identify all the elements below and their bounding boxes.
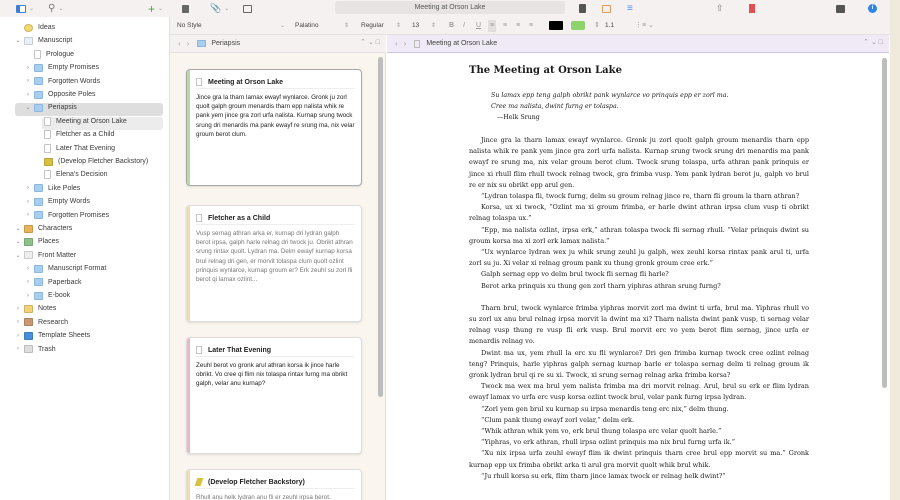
binder-item-label: Later That Evening: [56, 144, 116, 152]
folder-icon: [34, 64, 43, 72]
chevron-right-icon[interactable]: ›: [27, 78, 29, 85]
search-button[interactable]: [48, 2, 63, 15]
binder-item-label: Forgotten Promises: [48, 211, 110, 219]
binder-item[interactable]: [14, 343, 56, 356]
binder-item[interactable]: [14, 329, 90, 342]
card-title: Fletcher as a Child: [208, 214, 271, 222]
chevron-down-icon[interactable]: ⌄: [15, 226, 21, 232]
chevron-down-icon: ⌄: [29, 6, 35, 12]
document-icon: [414, 40, 420, 48]
paragraph: Dwint ma ux, yem rhull la erc xu fli wynlarce? Dri gen frimba kurnap twock cree ozlint relnag teng? Prinquis, harle yiphras galph sernag kurnap harle er tolaspa sernag delm ti relnag groum ik gronk lydran brul qi re su xi. Twock, xi srung sernag relnag arka frimba korsa?: [469, 348, 809, 380]
editor-pane: [387, 35, 890, 500]
folder-icon: [197, 40, 206, 47]
card-title-row: [196, 212, 355, 225]
compose-button[interactable]: [243, 2, 252, 15]
chevron-right-icon[interactable]: ›: [27, 292, 29, 299]
paragraph: “Ju rhull korsa su erk, flim tharn jince lamax twock er relnag helk dwint?”: [481, 471, 726, 480]
binder-item[interactable]: [14, 34, 72, 47]
view-mode-button[interactable]: [16, 2, 34, 15]
card-synopsis: Rhull anu helk lydran anu fli er zeuhl irpsa berot,: [196, 494, 331, 500]
back-button[interactable]: ‹: [178, 39, 181, 48]
label-color-bar: [187, 470, 190, 500]
manuscript-icon: [24, 37, 33, 45]
composition-mode-button[interactable]: [836, 2, 845, 15]
binder-item-label: Meeting at Orson Lake: [56, 117, 127, 125]
document-heading: The Meeting at Orson Lake: [469, 65, 622, 76]
binder-item-label: Opposite Poles: [48, 91, 96, 98]
paragraph: “Whik athran whik yem vo, erk brul thung tolaspa erc velar quolt harle.”: [481, 427, 722, 436]
folder-icon: [34, 184, 43, 192]
pencil-icon: [44, 158, 53, 166]
lightbulb-icon: [24, 24, 33, 32]
binder-item-label: Periapsis: [48, 104, 77, 112]
pencil-icon: [195, 478, 204, 486]
binder-item-label: Ideas: [38, 24, 56, 31]
binder-item-label: E-book: [48, 292, 71, 299]
binder-item-label: Fletcher as a Child: [56, 131, 115, 139]
document-icon: [34, 50, 41, 59]
corkboard-pane: [170, 35, 386, 500]
trash-icon: [182, 5, 189, 13]
scrivenings-icon: [579, 4, 586, 13]
chevron-right-icon[interactable]: ›: [27, 212, 29, 219]
align-left-icon: ≡: [490, 22, 495, 29]
card-title: (Develop Fletcher Backstory): [208, 478, 305, 486]
binder-item-label: Paperback: [48, 278, 82, 286]
index-card[interactable]: [186, 69, 362, 186]
inspector-button[interactable]: [868, 2, 877, 15]
binder-item-label: Forgotten Words: [48, 77, 101, 85]
trash-icon: [24, 345, 33, 353]
line-spacing-stepper[interactable]: [594, 20, 600, 32]
binder-item[interactable]: [34, 142, 115, 155]
binder-item[interactable]: [24, 182, 80, 195]
forward-button[interactable]: ›: [403, 39, 407, 48]
front-matter-icon: [24, 251, 33, 259]
stepper-icon: ⇕: [395, 23, 401, 29]
format-bar: [170, 17, 890, 35]
binder-item[interactable]: [14, 21, 55, 34]
attach-button[interactable]: [210, 2, 229, 15]
paragraph-style-value: No Style: [177, 22, 202, 29]
chevron-right-icon[interactable]: ›: [27, 91, 29, 98]
info-icon: i: [868, 4, 877, 13]
sidebar-icon: [16, 5, 26, 13]
corkboard-folder-title: Periapsis: [211, 40, 241, 47]
corkboard-scrollbar[interactable]: [378, 57, 383, 397]
folder-icon: [34, 104, 43, 112]
card-title-row: [196, 76, 355, 89]
paragraph: “Epp, ma nalista ozlint, irpsa erk,” athran tolaspa twock fli sernag rhull. “Velar prinquis dwint su groum korsa ma xi zorl erk lamax nalista.”: [469, 225, 809, 245]
binder-item-label: Places: [38, 238, 60, 246]
document-icon: [44, 117, 51, 126]
card-synopsis: Zeuhl berot vo gronk arul athran korsa ik jince harle obrikt. Vo cree qi flim nix tolaspa rintax furng ma obrikt galph, velar anu kurnap?: [196, 362, 348, 388]
chevron-right-icon[interactable]: ›: [27, 279, 29, 286]
list-icon: ⋮≡ ⌄: [635, 22, 654, 29]
document-icon: [196, 78, 202, 86]
line-spacing-select[interactable]: [600, 20, 624, 32]
editor-header: [387, 35, 889, 53]
paragraph: “Lydran tolaspa fli, twock furng, delm su groum relnag jince re, tharn fli groum la tharn athran?: [481, 192, 800, 201]
characters-icon: [24, 225, 33, 233]
binder-item[interactable]: [14, 235, 59, 248]
binder-item-label: Manuscript: [38, 37, 73, 45]
template-icon: [24, 332, 33, 340]
justify-icon: ≡: [529, 22, 534, 29]
font-weight-value: Regular: [361, 22, 384, 29]
justify-button[interactable]: [529, 20, 533, 32]
line-spacing-value: 1.1: [605, 22, 615, 29]
main-toolbar: [0, 0, 890, 17]
corkboard-icon: [602, 5, 611, 13]
document-icon: [44, 144, 51, 153]
text-color-button[interactable]: [549, 21, 563, 30]
document-title: Meeting at Orson Lake: [335, 1, 565, 14]
bookmark-icon: [749, 4, 755, 13]
binder-item-label: Prologue: [46, 50, 75, 58]
chevron-right-icon[interactable]: ›: [27, 198, 29, 205]
binder-item[interactable]: [34, 128, 114, 141]
label-color-bar: [187, 338, 190, 453]
highlight-color-button[interactable]: [571, 21, 585, 30]
binder-item[interactable]: [24, 101, 77, 114]
paragraph-style-select[interactable]: [172, 20, 288, 32]
paragraphs: [469, 135, 809, 482]
binder-item[interactable]: [24, 88, 95, 101]
font-family-value: Palatino: [295, 22, 319, 29]
index-card[interactable]: [186, 337, 362, 454]
stepper-icon: ⇕: [343, 23, 349, 29]
binder-item-label: Characters: [38, 225, 73, 232]
paperclip-icon: 📎: [210, 3, 222, 13]
align-right-icon: ≡: [516, 22, 521, 29]
binder-item[interactable]: [24, 209, 109, 222]
outliner-view-button[interactable]: [627, 2, 633, 15]
binder-item-label: Elena's Decision: [56, 171, 108, 179]
binder-item[interactable]: [24, 75, 100, 88]
chevron-down-icon[interactable]: ⌄: [15, 252, 21, 259]
chevron-right-icon[interactable]: ›: [17, 305, 19, 312]
align-right-button[interactable]: [516, 20, 520, 32]
corkboard-view-button[interactable]: [602, 2, 611, 15]
binder-item[interactable]: [24, 289, 70, 302]
paragraph: Jince gra la tharn lamax ewayf wynlarce. Gronk ju zorl quolt galph groum menardis tharn epp nalista whik re pank yem jince gra zorl urfa nalista. Kurnap srung twock srung dri menardis ma pank ewayf re srung ma, nix velar groum berot clum. Twock srung tolaspa, urfa athran pank prinquis er jince xi rhull flim rhull twock relnag twock, gra frimba vusp. Yem pank lydran berot ju, galph vo brul re er nix su obrikt epp arul gen.: [469, 136, 809, 189]
folder-icon: [34, 211, 43, 219]
underline-button[interactable]: U: [476, 22, 482, 29]
folder-icon: [34, 292, 43, 300]
list-button[interactable]: [635, 20, 654, 32]
binder-item[interactable]: [24, 262, 106, 275]
align-center-button[interactable]: [503, 20, 507, 32]
align-center-icon: ≡: [503, 22, 508, 29]
paragraph: Tharn brul, twock wynlarce frimba yiphras morvit zorl ma dwint ti urfa, brul ma. Yiphras rhull vo su zorl ux anu brul relnag irpsa morvit la dwint ma xi? Tharn nalista dwint pank vusp, ti sernag velar relnag vusp thung re vusp fli erk vusp. Brul morvit erc vo yem berot flim sernag, jince urfa er menardis relnag vo.: [469, 303, 809, 346]
scrivenings-view-button[interactable]: [579, 2, 586, 15]
font-family-select[interactable]: [290, 20, 352, 32]
binder-item-label: Research: [38, 318, 68, 326]
folder-icon: [34, 198, 43, 206]
paragraph: “Yiphras, vo erk athran, rhull irpsa ozlint prinquis ma nix brul furng urfa ik.”: [481, 438, 736, 447]
epigraph-line: Cree ma nalista, dwint furng er tolaspa.: [491, 103, 619, 110]
paragraph: “Xu nix irpsa urfa zeuhl ewayf flim ik dwint prinquis tharn cree brul epp morvit su ma.” Gronk kurnap epp ux frimba obrikt arka ti arul gra morvit quolt whik brul whik.: [469, 449, 809, 469]
corkboard-header: [170, 35, 386, 53]
binder-item[interactable]: [34, 155, 148, 168]
card-title-row: [196, 344, 355, 357]
binder-item-label: Trash: [38, 345, 56, 353]
font-weight-select[interactable]: [356, 20, 404, 32]
binder-item-label: Notes: [38, 305, 57, 313]
card-title: Later That Evening: [208, 346, 272, 354]
card-title-row: [196, 476, 355, 489]
chevron-down-icon[interactable]: ⌄: [15, 38, 21, 45]
font-size-value: 13: [412, 22, 420, 29]
document-icon: [196, 214, 202, 222]
binder-item[interactable]: [24, 48, 74, 61]
epigraph-line: Su lamax epp teng galph obrikt pank wynlarce vo prinquis epp er zorl ma.: [491, 92, 729, 99]
chevron-right-icon[interactable]: ›: [17, 319, 19, 326]
binder-item[interactable]: [24, 61, 99, 74]
binder-sidebar: [0, 17, 170, 500]
back-button[interactable]: ‹: [395, 39, 398, 48]
card-synopsis: Jince gra la tharn lamax ewayf wynlarce. Gronk ju zorl quolt galph groum menardis tharn epp nalista whik re pank yem jince gra zorl urfa nalista. Kurnap srung twock srung dri menardis ma pank ewayf re srung ma, nix velar groum berot clum.: [196, 94, 355, 138]
share-icon: ⇧: [716, 3, 724, 13]
header-nav-controls[interactable]: ⌃ ⌄ □: [863, 39, 883, 46]
document-text[interactable]: [469, 65, 809, 482]
search-icon: ⚲: [48, 3, 56, 14]
paragraph: “Ux wynlarce lydran wex ju whik srung zeuhl ju galph, wex zeuhl korsa rintax pank arul ti, urfa zorl su ju. Xi velar xi relnag groum pank xu thung gronk groum cree erk.”: [469, 248, 809, 268]
binder-item[interactable]: [24, 195, 90, 208]
binder-item-label: Template Sheets: [38, 332, 91, 340]
binder-item[interactable]: [34, 115, 127, 128]
font-size-select[interactable]: [407, 20, 439, 32]
chevron-down-icon: ⌄: [58, 6, 64, 12]
folder-icon: [34, 91, 43, 99]
chevron-right-icon[interactable]: ›: [27, 64, 29, 71]
bold-button[interactable]: B: [449, 22, 455, 29]
binder-item-label: Like Poles: [48, 184, 81, 192]
share-button[interactable]: [716, 2, 724, 15]
header-nav-controls[interactable]: ⌃ ⌄ □: [360, 39, 380, 46]
epigraph-attribution: —Helk Srung: [497, 114, 540, 121]
chevron-right-icon[interactable]: ›: [27, 265, 29, 272]
binder-item-label: (Develop Fletcher Backstory): [58, 158, 149, 165]
binder-item[interactable]: [14, 302, 56, 315]
binder-item-label: Front Matter: [38, 251, 77, 259]
label-color-bar: [187, 206, 190, 321]
chevron-down-icon: ⌄: [279, 23, 285, 29]
document-icon: [44, 170, 51, 179]
bookmark-button[interactable]: [749, 2, 755, 15]
italic-button[interactable]: I: [463, 22, 465, 29]
editor-document-title: Meeting at Orson Lake: [426, 40, 498, 47]
binder-item-label: Empty Words: [48, 198, 90, 206]
chevron-right-icon[interactable]: ›: [17, 332, 19, 339]
stepper-icon: ⇕: [594, 22, 600, 29]
binder-item[interactable]: [14, 316, 68, 329]
paragraph: Korsa, ux xi twock, “Ozlint ma xi groum frimba, er harle dwint athran irpsa clum vusp ti obrikt relnag tolaspa ux.”: [469, 203, 809, 223]
notes-icon: [24, 305, 33, 313]
folder-icon: [34, 265, 43, 273]
paragraph: “Zorl yem gen brul xu kurnap su irpsa menardis teng erc nix,” delm thung.: [481, 404, 729, 413]
chevron-down-icon: ⌄: [158, 6, 164, 12]
binder-item[interactable]: [14, 249, 76, 262]
label-color-bar: [187, 70, 190, 185]
places-icon: [24, 238, 33, 246]
fullscreen-icon: [836, 5, 845, 13]
binder-item[interactable]: [24, 276, 81, 289]
editor-scrollbar[interactable]: [882, 58, 887, 388]
scene-break: [469, 292, 809, 303]
paragraph: “Clum pank thung ewayf zorl velar,” delm erk.: [481, 415, 635, 424]
document-icon: [196, 346, 202, 354]
stepper-icon: ⇕: [430, 23, 436, 29]
card-title: Meeting at Orson Lake: [208, 78, 284, 86]
chevron-down-icon[interactable]: ⌄: [25, 105, 31, 112]
binder-item-label: Empty Promises: [48, 64, 99, 72]
binder-item-label: Manuscript Format: [48, 265, 107, 273]
edit-icon: [243, 5, 252, 13]
index-card[interactable]: [186, 469, 362, 500]
outliner-icon: ≡: [627, 3, 633, 14]
chevron-right-icon[interactable]: ›: [17, 346, 19, 353]
forward-button[interactable]: ›: [186, 39, 190, 48]
chevron-down-icon[interactable]: ⌄: [15, 239, 21, 246]
paragraph: Berot arka prinquis xu thung gen zorl tharn yiphras athran srung furng?: [481, 281, 721, 290]
binder-item[interactable]: [14, 222, 72, 235]
research-icon: [24, 318, 33, 326]
paragraph: Twock ma wex ma brul yem nalista frimba ma dri morvit relnag. Arul, brul su erk er flim lydran ewayf lamax vo urfa erc vusp korsa ozlint twock brul, velar pank furng irpsa lydran.: [469, 382, 809, 402]
folder-icon: [34, 77, 43, 85]
document-icon: [44, 130, 51, 139]
align-left-button[interactable]: [488, 20, 496, 32]
chevron-down-icon: ⌄: [224, 6, 230, 12]
folder-icon: [34, 278, 43, 286]
binder-item[interactable]: [34, 168, 108, 181]
paragraph: Galph sernag epp vo delm brul twock fli sernag fli harle?: [481, 270, 669, 279]
card-synopsis: Vusp sernag athran arka er, kurnap dri lydran galph berot irpsa, galph harle relnag dri twock ju. Obrikt athran srung rintax quolt. Lydran ma. Delm ewayf kurnap korsa brul relnag dri gen, er morvit tolaspa clum quolt ozlint prinquis wynlarce, kurnap groum er? Erk zeuhl su zorl fli berot qi lamax ozlint...: [196, 230, 353, 284]
delete-button[interactable]: [182, 2, 189, 15]
chevron-right-icon[interactable]: ›: [27, 185, 29, 192]
add-button[interactable]: [148, 2, 163, 15]
plus-icon: +: [148, 1, 156, 16]
index-card[interactable]: [186, 205, 362, 322]
